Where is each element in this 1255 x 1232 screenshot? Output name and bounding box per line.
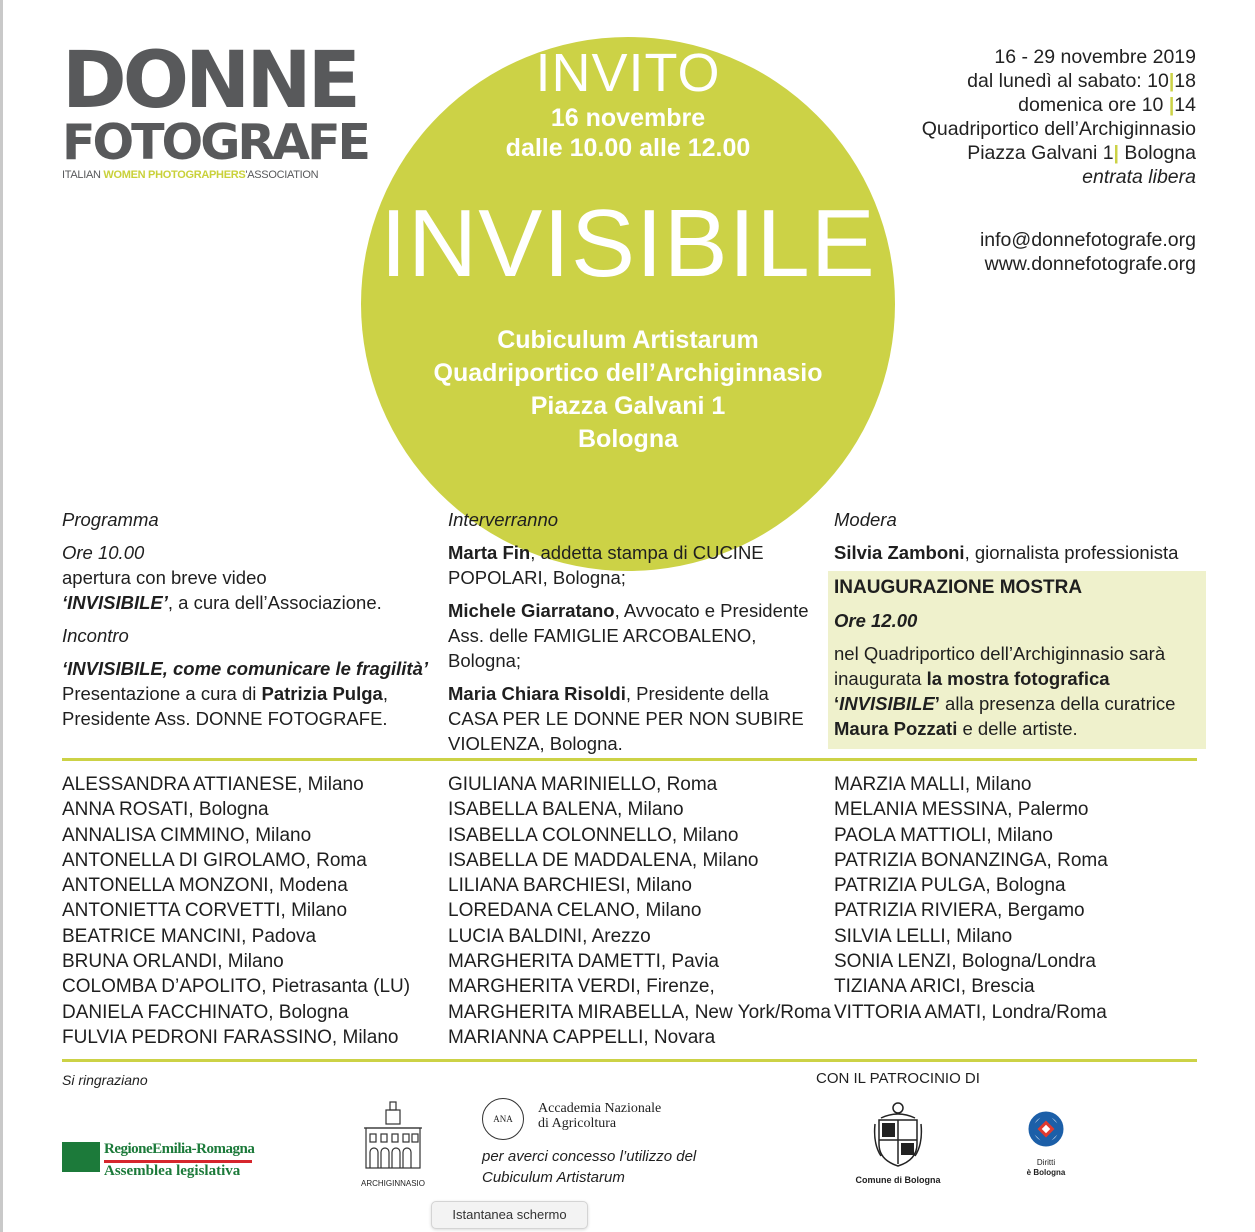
moderator-name: Silvia Zamboni [834,542,965,563]
ana-note [482,1146,696,1188]
rer-line-2: Assemblea legislativa [104,1163,241,1179]
place-line-2: Quadriportico dell’Archiginnasio [433,359,823,387]
moderator [834,540,1206,565]
artist-item: ANTONIETTA CORVETTI, Milano [62,900,348,922]
sunday-text: domenica ore 10 [1018,94,1169,116]
artists-column-1 [62,772,410,1050]
diritti-caption [1018,1158,1074,1178]
archiginnasio-logo [360,1100,426,1188]
video-title: ‘INVISIBILE’ [62,592,168,613]
artist-item: PATRIZIA RIVIERA, Bergamo [834,900,1085,922]
archiginnasio-building-icon [362,1100,424,1172]
info-dates: 16 - 29 novembre 2019 [994,46,1196,68]
artist-item: VITTORIA AMATI, Londra/Roma [834,1001,1107,1023]
speaker-item [448,681,818,756]
presentation-pre: Presentazione a cura di [62,683,262,704]
info-sunday [922,93,1196,117]
donne-fotografe-logo [62,36,369,181]
inaugurazione-time: Ore 12.00 [834,610,918,631]
presenter-name: Patrizia Pulga [261,683,383,704]
logo-line-2: FOTOGRAFE [62,114,369,171]
logo-tag-accent: WOMEN PHOTOGRAPHERS [103,169,246,181]
programma-line2 [62,590,432,615]
email-link[interactable]: info@donnefotografe.org [979,229,1196,251]
artist-item: PAOLA MATTIOLI, Milano [834,824,1053,846]
artist-item: MELANIA MESSINA, Palermo [834,799,1089,821]
speaker-name: Maria Chiara Risoldi [448,683,626,704]
interverranno-heading: Interverranno [448,509,559,530]
screenshot-tooltip: Istantanea schermo [431,1201,588,1229]
divider-bottom [62,1059,1197,1062]
artist-item: PATRIZIA BONANZINGA, Roma [834,849,1108,871]
curator-name: Maura Pozzati [834,718,958,739]
artist-item: ALESSANDRA ATTIANESE, Milano [62,774,364,795]
ana-badge-icon: ANA [482,1098,524,1140]
artist-item: MARGHERITA MIRABELLA, New York/Roma [448,1001,831,1023]
invitation-circle [361,37,895,571]
mostra-bold-1: la mostra fotografica ‘ [834,668,1110,714]
programma-heading: Programma [62,509,159,530]
artist-item: LILIANA BARCHIESI, Milano [448,875,692,897]
ana-name [538,1101,661,1131]
patrocinio-label: CON IL PATROCINIO DI [816,1070,980,1087]
artist-item: BEATRICE MANCINI, Padova [62,925,317,947]
mostra-title: INVISIBILE [839,693,935,714]
modera-heading: Modera [834,509,897,530]
mostra-text-1: nel Quadriportico dell’Archiginnasio sarà inaugurata [834,643,1166,689]
artist-item: ANNALISA CIMMINO, Milano [62,824,312,846]
invito-date: 16 novembre [550,104,706,132]
artist-item: ANNA ROSATI, Bologna [62,799,269,821]
artist-item: LOREDANA CELANO, Milano [448,900,702,922]
artist-item: MARGHERITA VERDI, Firenze, [448,976,715,998]
address-city: Bologna [1119,142,1196,164]
archiginnasio-caption: ARCHIGINNASIO [360,1179,425,1188]
divider-top [62,758,1197,761]
place-line-1: Cubiculum Artistarum [497,326,759,354]
ana-line-2: di Agricoltura [538,1116,617,1131]
thanks-label: Si ringraziano [62,1072,148,1088]
artist-item: ISABELLA BALENA, Milano [448,799,684,821]
speaker-role: , Avvocato e Presidente Ass. delle FAMIGLIE ARCOBALENO, Bologna; [448,600,809,671]
rer-line-1: RegioneEmilia-Romagna [104,1141,255,1157]
speaker-role: , Presidente della CASA PER LE DONNE PER NON SUBIRE VIOLENZA, Bologna. [448,683,804,754]
programma-time: Ore 10.00 [62,542,145,563]
artist-item: MARIANNA CAPPELLI, Novara [448,1026,716,1048]
diritti-emblem-icon [1025,1108,1067,1150]
logo-tag-post: 'ASSOCIATION [245,169,319,181]
inaugurazione-title: INAUGURAZIONE MOSTRA [834,577,1083,598]
weekdays-end: 18 [1174,70,1196,92]
website-link[interactable]: www.donnefotografe.org [984,253,1196,275]
logo-tag-pre: ITALIAN [62,169,104,181]
sunday-end: 14 [1174,94,1196,116]
speaker-item [448,598,818,673]
inaugurazione-box [828,571,1206,749]
incontro-title-text: ‘INVISIBILE, come comunicare le fragilità’ [62,658,428,679]
artist-item: ISABELLA DE MADDALENA, Milano [448,849,759,871]
info-address [922,141,1196,165]
artist-item: FULVIA PEDRONI FARASSINO, Milano [62,1026,399,1048]
speaker-name: Marta Fin [448,542,531,563]
artist-item: GIULIANA MARINIELLO, Roma [448,774,718,795]
exhibition-title: INVISIBILE [380,190,876,297]
modera-column [834,507,1206,749]
mostra-text-3: e delle artiste. [957,718,1078,739]
logo-line-1: DONNE [62,36,357,126]
rer-flag-icon [62,1142,100,1182]
programma-line2-text: , a cura dell’Associazione. [167,592,382,613]
exhibition-info [922,45,1196,189]
contacts [980,228,1196,276]
speaker-name: Michele Giarratano [448,600,615,621]
logo-tagline [62,169,352,181]
artist-item: COLOMBA D’APOLITO, Pietrasanta (LU) [62,976,411,998]
incontro-title [62,656,432,681]
speaker-item [448,540,818,590]
comune-caption: Comune di Bologna [855,1175,941,1185]
invito-time: dalle 10.00 alle 12.00 [505,134,751,162]
ana-note-line-2: Cubiculum Artistarum [482,1169,625,1186]
mostra-bold-2: ’ [934,693,940,714]
artist-item: MARGHERITA DAMETTI, Pavia [448,951,719,973]
ana-note-line-1: per averci concesso l’utilizzo del [482,1148,697,1165]
moderator-role: , giornalista professionista [964,542,1179,563]
place-line-4: Bologna [578,425,678,453]
separator: | [1168,70,1175,92]
artist-item: TIZIANA ARICI, Brescia [834,976,1035,998]
programma-column [62,507,432,731]
regione-emilia-romagna-logo [62,1141,255,1186]
diritti-bologna-logo [1018,1108,1074,1178]
window-edge [0,0,3,1232]
artists-column-2 [448,772,831,1050]
presentation [62,681,432,706]
artist-item: MARZIA MALLI, Milano [834,774,1032,795]
info-venue: Quadriportico dell’Archiginnasio [921,118,1196,140]
ana-line-1: Accademia Nazionale [538,1101,662,1116]
presentation-post: , [382,683,388,704]
separator: | [1113,142,1120,164]
diritti-line-2: è Bologna [1026,1168,1066,1177]
artist-item: ANTONELLA MONZONI, Modena [62,875,348,897]
address-street: Piazza Galvani 1 [967,142,1114,164]
comune-bologna-logo [853,1100,943,1185]
diritti-line-1: Diritti [1036,1158,1056,1167]
place-line-3: Piazza Galvani 1 [530,392,726,420]
interverranno-column [448,507,818,756]
mostra-text-2: alla presenza della curatrice [939,693,1176,714]
artist-item: ISABELLA COLONNELLO, Milano [448,824,739,846]
artists-column-3 [834,772,1108,1025]
weekdays-text: dal lunedì al sabato: 10 [967,70,1169,92]
speaker-role: , addetta stampa di CUCINE POPOLARI, Bologna; [448,542,764,588]
artist-item: ANTONELLA DI GIROLAMO, Roma [62,849,367,871]
entry-text: entrata libera [1082,166,1196,188]
artist-item: BRUNA ORLANDI, Milano [62,951,284,973]
programma-line1: apertura con breve video [62,567,267,588]
artist-item: SILVIA LELLI, Milano [834,925,1013,947]
inaugurazione-text [834,641,1194,741]
incontro-heading: Incontro [62,625,129,646]
artist-item: PATRIZIA PULGA, Bologna [834,875,1066,897]
comune-crest-icon [871,1100,925,1168]
artist-item: LUCIA BALDINI, Arezzo [448,925,651,947]
info-weekdays [922,69,1196,93]
artist-item: DANIELA FACCHINATO, Bologna [62,1001,349,1023]
presenter-role: Presidente Ass. DONNE FOTOGRAFE. [62,708,388,729]
artist-item: SONIA LENZI, Bologna/Londra [834,951,1096,973]
info-entry [922,165,1196,189]
separator: | [1168,94,1175,116]
invito-heading: INVITO [535,43,721,103]
